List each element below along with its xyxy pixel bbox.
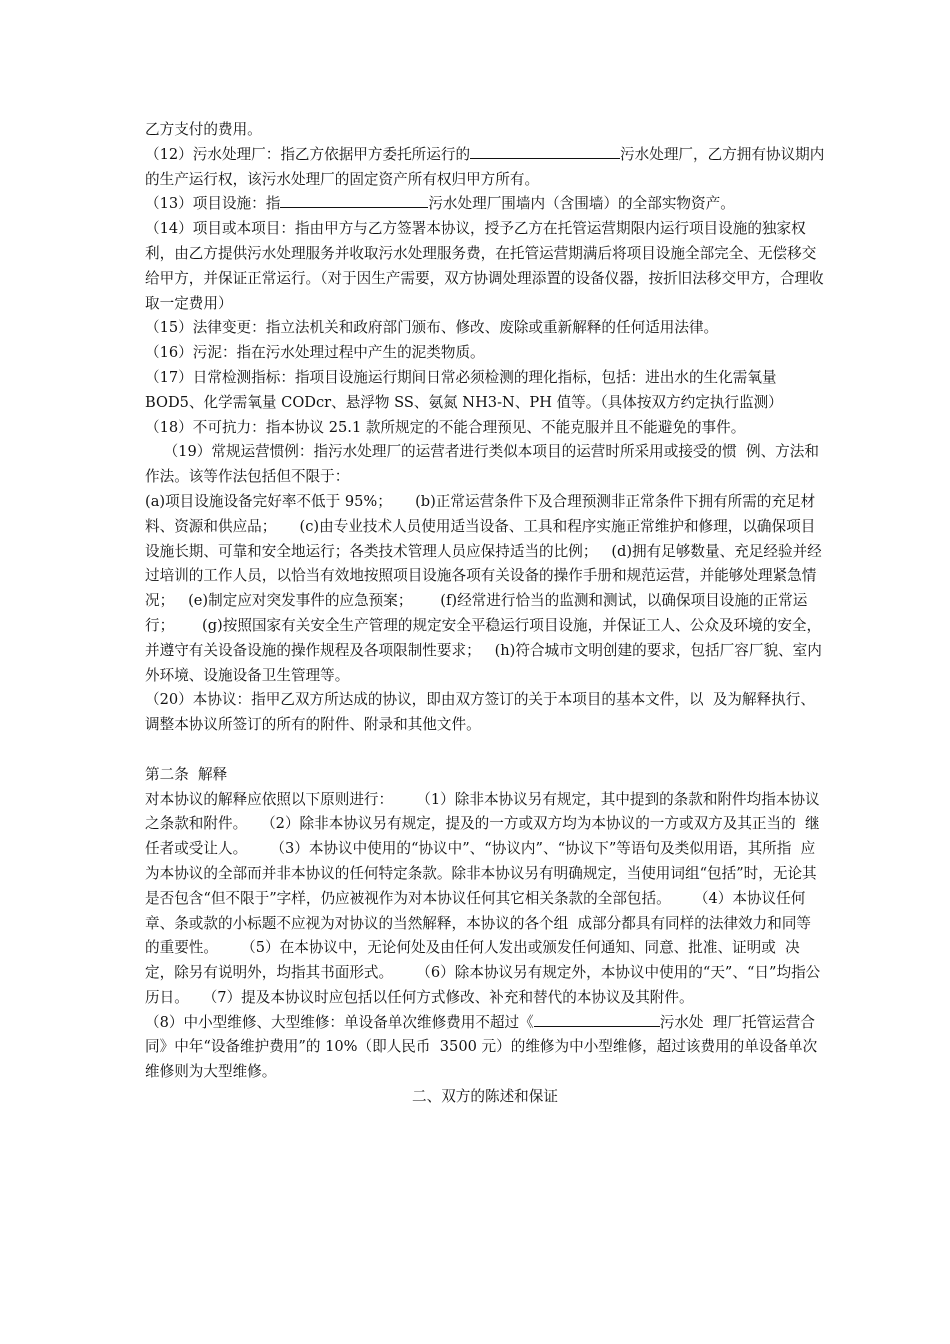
clause-19-operating-practice: （19）常规运营惯例：指污水处理厂的运营者进行类似本项目的运营时所采用或接受的惯 例、方法和作法。该等作法包括但不限于： — [145, 443, 819, 486]
clause-20-agreement: （20）本协议：指甲乙双方所达成的协议，即由双方签订的关于本项目的基本文件，以 及为解释执行、调整本协议所签订的所有的附件、附录和其他文件。 — [145, 691, 815, 734]
clause-18-force-majeure: （18）不可抗力：指本协议 25.1 款所规定的不能合理预见、不能克服并且不能避免的事件。 — [145, 418, 746, 436]
blank-underline — [534, 1012, 660, 1027]
paragraph-fee-end: 乙方支付的费用。 — [145, 121, 262, 138]
blank-underline — [280, 194, 428, 209]
article-2-heading: 第二条 解释 — [145, 765, 228, 783]
clause-13-text-a: （13）项目设施：指 — [145, 195, 281, 213]
clause-19-items: (a)项目设施设备完好率不低于 95%； (b)正常运营条件下及合理预测非正常条件下拥有所需的充足材料、资源和供应品； (c)由专业技术人员使用适当设备、工具和程序实施正常维护和修理，以确保项目设施长期、可靠和安全地运行；各类技术管理人员应保持适当的比例； (d)拥有足够数量、充足经验并经过培训的工作人员，以恰当有效地按照项目设施各项有关设备的操作手册和规范运营，并能够处理紧急情况； (e)制定应对突发事件的应急预案； (f)经常进行恰当的监测和测试，以确保项目设施的正常运行； (g)按照国家有关安全生产管理的规定安全平稳运行项目设施，并保证工人、公众及环境的安全，并遵守有关设备设施的操作规程及各项限制性要求； (h)符合城市文明创建的要求，包括厂容厂貌、室内外环境、设施设备卫生管理等。 — [145, 492, 822, 684]
document-body — [145, 118, 825, 1110]
clause-17-daily-indicators: （17）日常检测指标：指项目设施运行期间日常必须检测的理化指标，包括：进出水的生化需氧量 BOD5、化学需氧量 CODcr、悬浮物 SS、氨氮 NH3-N、PH 值等。（具体按双方约定执行监测） — [145, 368, 783, 411]
clause-13-text-b: 污水处理厂围墙内（含围墙）的全部实物资产。 — [428, 195, 735, 213]
clause-13-project-facilities — [145, 192, 825, 217]
clause-16-sludge: （16）污泥：指在污水处理过程中产生的泥类物质。 — [145, 344, 485, 362]
clause-14-project: （14）项目或本项目：指由甲方与乙方签署本协议，授予乙方在托管运营期限内运行项目设施的独家权利，由乙方提供污水处理服务并收取污水处理服务费，在托管运营期满后将项目设施全部完全、无偿移交给甲方，并保证正常运行。（对于因生产需要，双方协调处理添置的设备仪器，按折旧法移交甲方，合理收取一定费用） — [145, 220, 824, 312]
blank-underline — [470, 144, 620, 159]
clause-8-text-b: 污水处 理厂托管运营合同》中年“设备维护费用”的 10%（即人民币 3500 元）的维修为中小型维修，超过该费用的单设备单次维修则为大型维修。 — [145, 1013, 818, 1081]
blank-line — [145, 738, 825, 763]
clause-8-maintenance — [145, 1011, 825, 1085]
article-2-interpretation: 对本协议的解释应依照以下原则进行： （1）除非本协议另有规定，其中提到的条款和附件均指本协议之条款和附件。 （2）除非本协议另有规定，提及的一方或双方均为本协议的一方或双方及其正当的 继任者或受让人。 （3）本协议中使用的“协议中”、“协议内”、“协议下”等语句及类似用语，其所指 应为本协议的全部而并非本协议的任何特定条款。除非本协议另有明确规定，当使用词组“包括”时，无论其是否包含“但不限于”字样，仍应被视作为对本协议任何其它相关条款的全部包括。 （4）本协议任何章、条或款的小标题不应视为对协议的当然解释，本协议的各个组 成部分都具有同样的法律效力和同等的重要性。 （5）在本协议中，无论何处及由任何人发出或颁发任何通知、同意、批准、证明或 决定，除另有说明外，均指其书面形式。 （6）除本协议另有规定外，本协议中使用的“天”、“日”均指公历日。 （7）提及本协议时应包括以任何方式修改、补充和替代的本协议及其附件。 — [145, 790, 821, 1006]
clause-12-text-b: 污水处理厂，乙方拥有协议期内的生产运行权，该污水处理厂的固定资产所有权归甲方所有。 — [145, 145, 825, 188]
section-title: 二、双方的陈述和保证 — [412, 1088, 558, 1106]
clause-15-law-change: （15）法律变更：指立法机关和政府部门颁布、修改、废除或重新解释的任何适用法律。 — [145, 319, 719, 337]
clause-12-sewage-plant — [145, 143, 825, 193]
clause-12-text-a: （12）污水处理厂：指乙方依据甲方委托所运行的 — [145, 145, 471, 163]
clause-8-text-a: （8）中小型维修、大型维修：单设备单次维修费用不超过《 — [145, 1013, 534, 1031]
